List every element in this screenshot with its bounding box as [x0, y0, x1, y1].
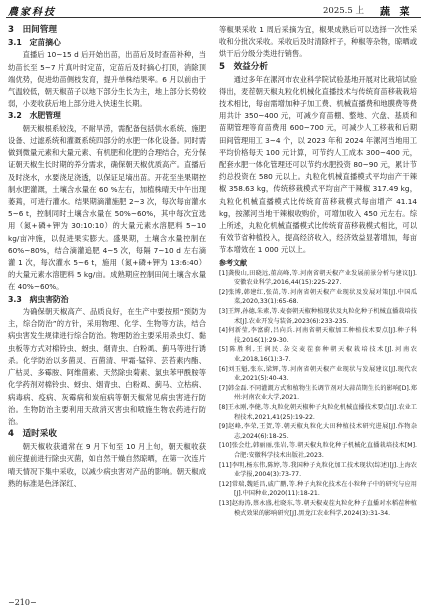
reference-item: [13]赵海涛,蔡永盛,杜晓东,等.朝天椒麦茬丸粒化种子直播对水稻茬种植模式效果的影响研究[J].黑龙江农业科学,2024(3):31-34. — [219, 499, 417, 517]
reference-item: [10]张会灶,韩丽丽,张岩,等.朝天椒丸粒化种子机械化直播栽培技术[M].合肥:安徽科学技术出版社,2023. — [219, 442, 417, 459]
section-label: 蔬 菜 — [380, 7, 413, 18]
header-divider — [6, 17, 421, 18]
paragraph-3-1: 直播后 10~15 d 后开始出苗，出苗后及时查苗补种，当幼苗长至 5~7 片真叶时定苗，定苗后及时摘心打顶，消除顶端优势，促进幼苗侧枝发育，提升单株结果率。6 月以前由于气温较低，朝天椒苗子以地下部分生长为主，地上部分长势较弱，小麦收获后地上部分进入快速生长期。 — [8, 50, 206, 109]
references-list — [219, 269, 417, 518]
reference-item: [7]韩金磊.不同灌溉方式和植物生长调节剂对大蒜苗期生长的影响[D].郑州:河南农业大学,2021. — [219, 384, 417, 402]
section-heading-5: 5 效益分析 — [219, 61, 268, 72]
right-column — [219, 24, 417, 518]
reference-item: [1]龚俊山,田晓远,董高峰,等.河南省朝天椒产业发展前景分析与建议[J].安徽农业科学,2016,44(15):225-227. — [219, 269, 417, 287]
reference-item: [4]何新莹,李富蔚,吕向兵.河南省朝天椒加工种植技术要点[J].种子科技,2016(1):29-30. — [219, 327, 417, 344]
reference-item: [2]张博,韩建红,张苗,等.河南省朝天椒产业现状及发展对策[J].中国瓜菜,2020,33(1):65-68. — [219, 288, 417, 306]
left-column — [8, 24, 206, 490]
subsection-heading-3-3: 3.3 病虫害防治 — [8, 294, 69, 304]
reference-item: [8]王永刚,李健,等.丸粒化朝天椒种子丸粒化机械直播技术要点[J].农业工程技术,2021,41(25):19-22. — [219, 403, 417, 421]
paragraph-3-3: 为确保朝天椒高产、品质良好，在生产中要按照“预防为主，综合防治”的方针，采用物理、化学、生物等方法，结合病虫害发生规律进行综合防治。物理防治主要采用杀虫灯、黏虫板等方式对棉铃虫、蚜虫、烟青虫、白粉虱、蓟马等进行诱杀。化学防治以多菌灵、百菌清、甲霜·锰锌、芸苔素内酯、广枯灵、多霉胺、阿维菌素、天然除虫菊素、氯虫苯甲酰胺等化学药剂对棉铃虫、蚜虫、烟青虫、白粉虱、蓟马、立枯病、病毒病、疫病、灰霉病和炭疽病等朝天椒常见病虫害进行防治。生物防治主要利用天敌消灭害虫和喷施生物农药进行防治。 — [8, 307, 206, 426]
reference-item: [5]陈胜利,王润民.杂交麦茬套种朝天椒栽培技术[J].河南农业,2018,16(1):3-7. — [219, 346, 417, 363]
reference-item: [6]刘玉魁,张东,梁辉,等.河南省朝天椒产业现状与发展建议[J].现代农业,2021(5):40-43. — [219, 365, 417, 383]
reference-item: [11]李明,杨东伟,陈婷,等.我国种子丸粒化加工技术现状(综述)[J].上海农业学报,2004(3):73-77. — [219, 461, 417, 479]
references-heading: 参考文献 — [219, 258, 247, 267]
paragraph-4-continued: 等椒果采收 1 周后采摘为宜，椒果成熟后可以选择一次性采收和分批次采收。采收后及时清除杆子，种椒等杂物，晾晒或烘干后分级分类进行销售。 — [219, 25, 417, 59]
reference-item: [9]赵峰,李荣,王贺,等.朝天椒丸粒化大田种植技术研究进展[J].作物杂志,2024(6):18-25. — [219, 423, 417, 440]
issue-label: 2025.5 上 — [323, 6, 364, 16]
journal-masthead: 農家科技 — [8, 7, 56, 18]
page-header — [0, 0, 427, 22]
reference-item: [12]常瑞,魏延昌,戚广鹏,等.种子丸粒化技术在小粒种子中的研究与应用[J].中国种业,2020(11):18-21. — [219, 480, 417, 498]
reference-item: [3]王辉,孙德,朱素,等.麦套朝天椒种植现状及丸粒化种子机械直播栽培技术[J].农业开发与装备,2023(6):233-235. — [219, 308, 417, 325]
paragraph-4: 朝天椒收获通常在 9 月下旬至 10 月上旬，朝天椒收获前应提前进行除虫灭菌，如自然干燥自然晾晒，在第一次连片晴天情况下集中采收，以减少病虫害对产品的影响。朝天椒成熟的标准是色泽深红、 — [8, 442, 206, 488]
page-number: −210− — [8, 598, 37, 607]
paragraph-5: 通过多年在漯河市农业科学院试验基地开展对比栽培试验得出，麦茬朝天椒丸粒化机械化直播技术与传统育苗移栽栽培技术相比，每亩需增加种子加工费、机械直播费和地膜费等费用共计 350~400 元，可减少育苗棚、整地、穴盘、基质和苗期管理等育苗费用 600~700 元，可减少人工移栽和后期田间管理用工 3~4 个，以 2023 年和 2024 年漯河当地用工平均价格每天 100 元计算，可节约人工成本 300~400 元，配套水肥一体化管理还可以节约水肥投资 80~90 元，累计节约总投资在 580 元以上。丸粒化机械直播模式平均亩产干辣椒 358.63 kg，传统移栽模式平均亩产干辣椒 317.49 kg，丸粒化机械直播模式比传统育苗移栽模式每亩增产 41.14 kg，按漯河当地干辣椒收购价，可增加收入 450 元左右。综上所述，丸粒化机械直播模式比传统育苗移栽模式相比，可以有效节省种植投入，提高经济收入，经济效益显著增加，每亩节本增效在 1 000 元以上。 — [219, 74, 417, 255]
section-heading-4: 4 适时采收 — [8, 429, 57, 440]
section-heading-3: 3 田间管理 — [8, 25, 57, 35]
subsection-heading-3-2: 3.2 水肥管理 — [8, 111, 61, 121]
subsection-heading-3-1: 3.1 定苗摘心 — [8, 38, 61, 47]
paragraph-3-2: 朝天椒根系较浅，不耐旱涝，需配备包括供水系统、施肥设备、过滤系统和灌溉系统四部分的水肥一体化设备。同时需做到微量元素和大量元素、有机肥和化肥的合理结合，充分保证朝天椒生长时期的养分需求，确保朝天椒优质高产。直播后及时浇水，水要浇足浇透，以保证足墒出苗。开花至坐果期控制水肥灌溉，土壤含水量在 60 %左右，加植株晴天中午出现萎蔫，可进行灌水。结果期滴灌施肥 2~3 次，每次每亩灌水 5~6 t，控制同时土壤含水量在 50%~60%，其中每次宜选用（氮+磷+钾为 30:10:10）的大量元素水溶肥料 5~10 kg/亩冲施，以促进果实膨大。盛果期，土壤含水量控制在 60%~80%，结合滴灌追肥 4~5 次，每隔 7~10 d 左右滴灌 1 次，每次灌水 5~6 t，施用（氮+磷+钾为 13:6:40）的大量元素水溶肥料 5 kg/亩。成熟期应控制田间土壤含水量在 40%~60%。 — [8, 123, 206, 292]
